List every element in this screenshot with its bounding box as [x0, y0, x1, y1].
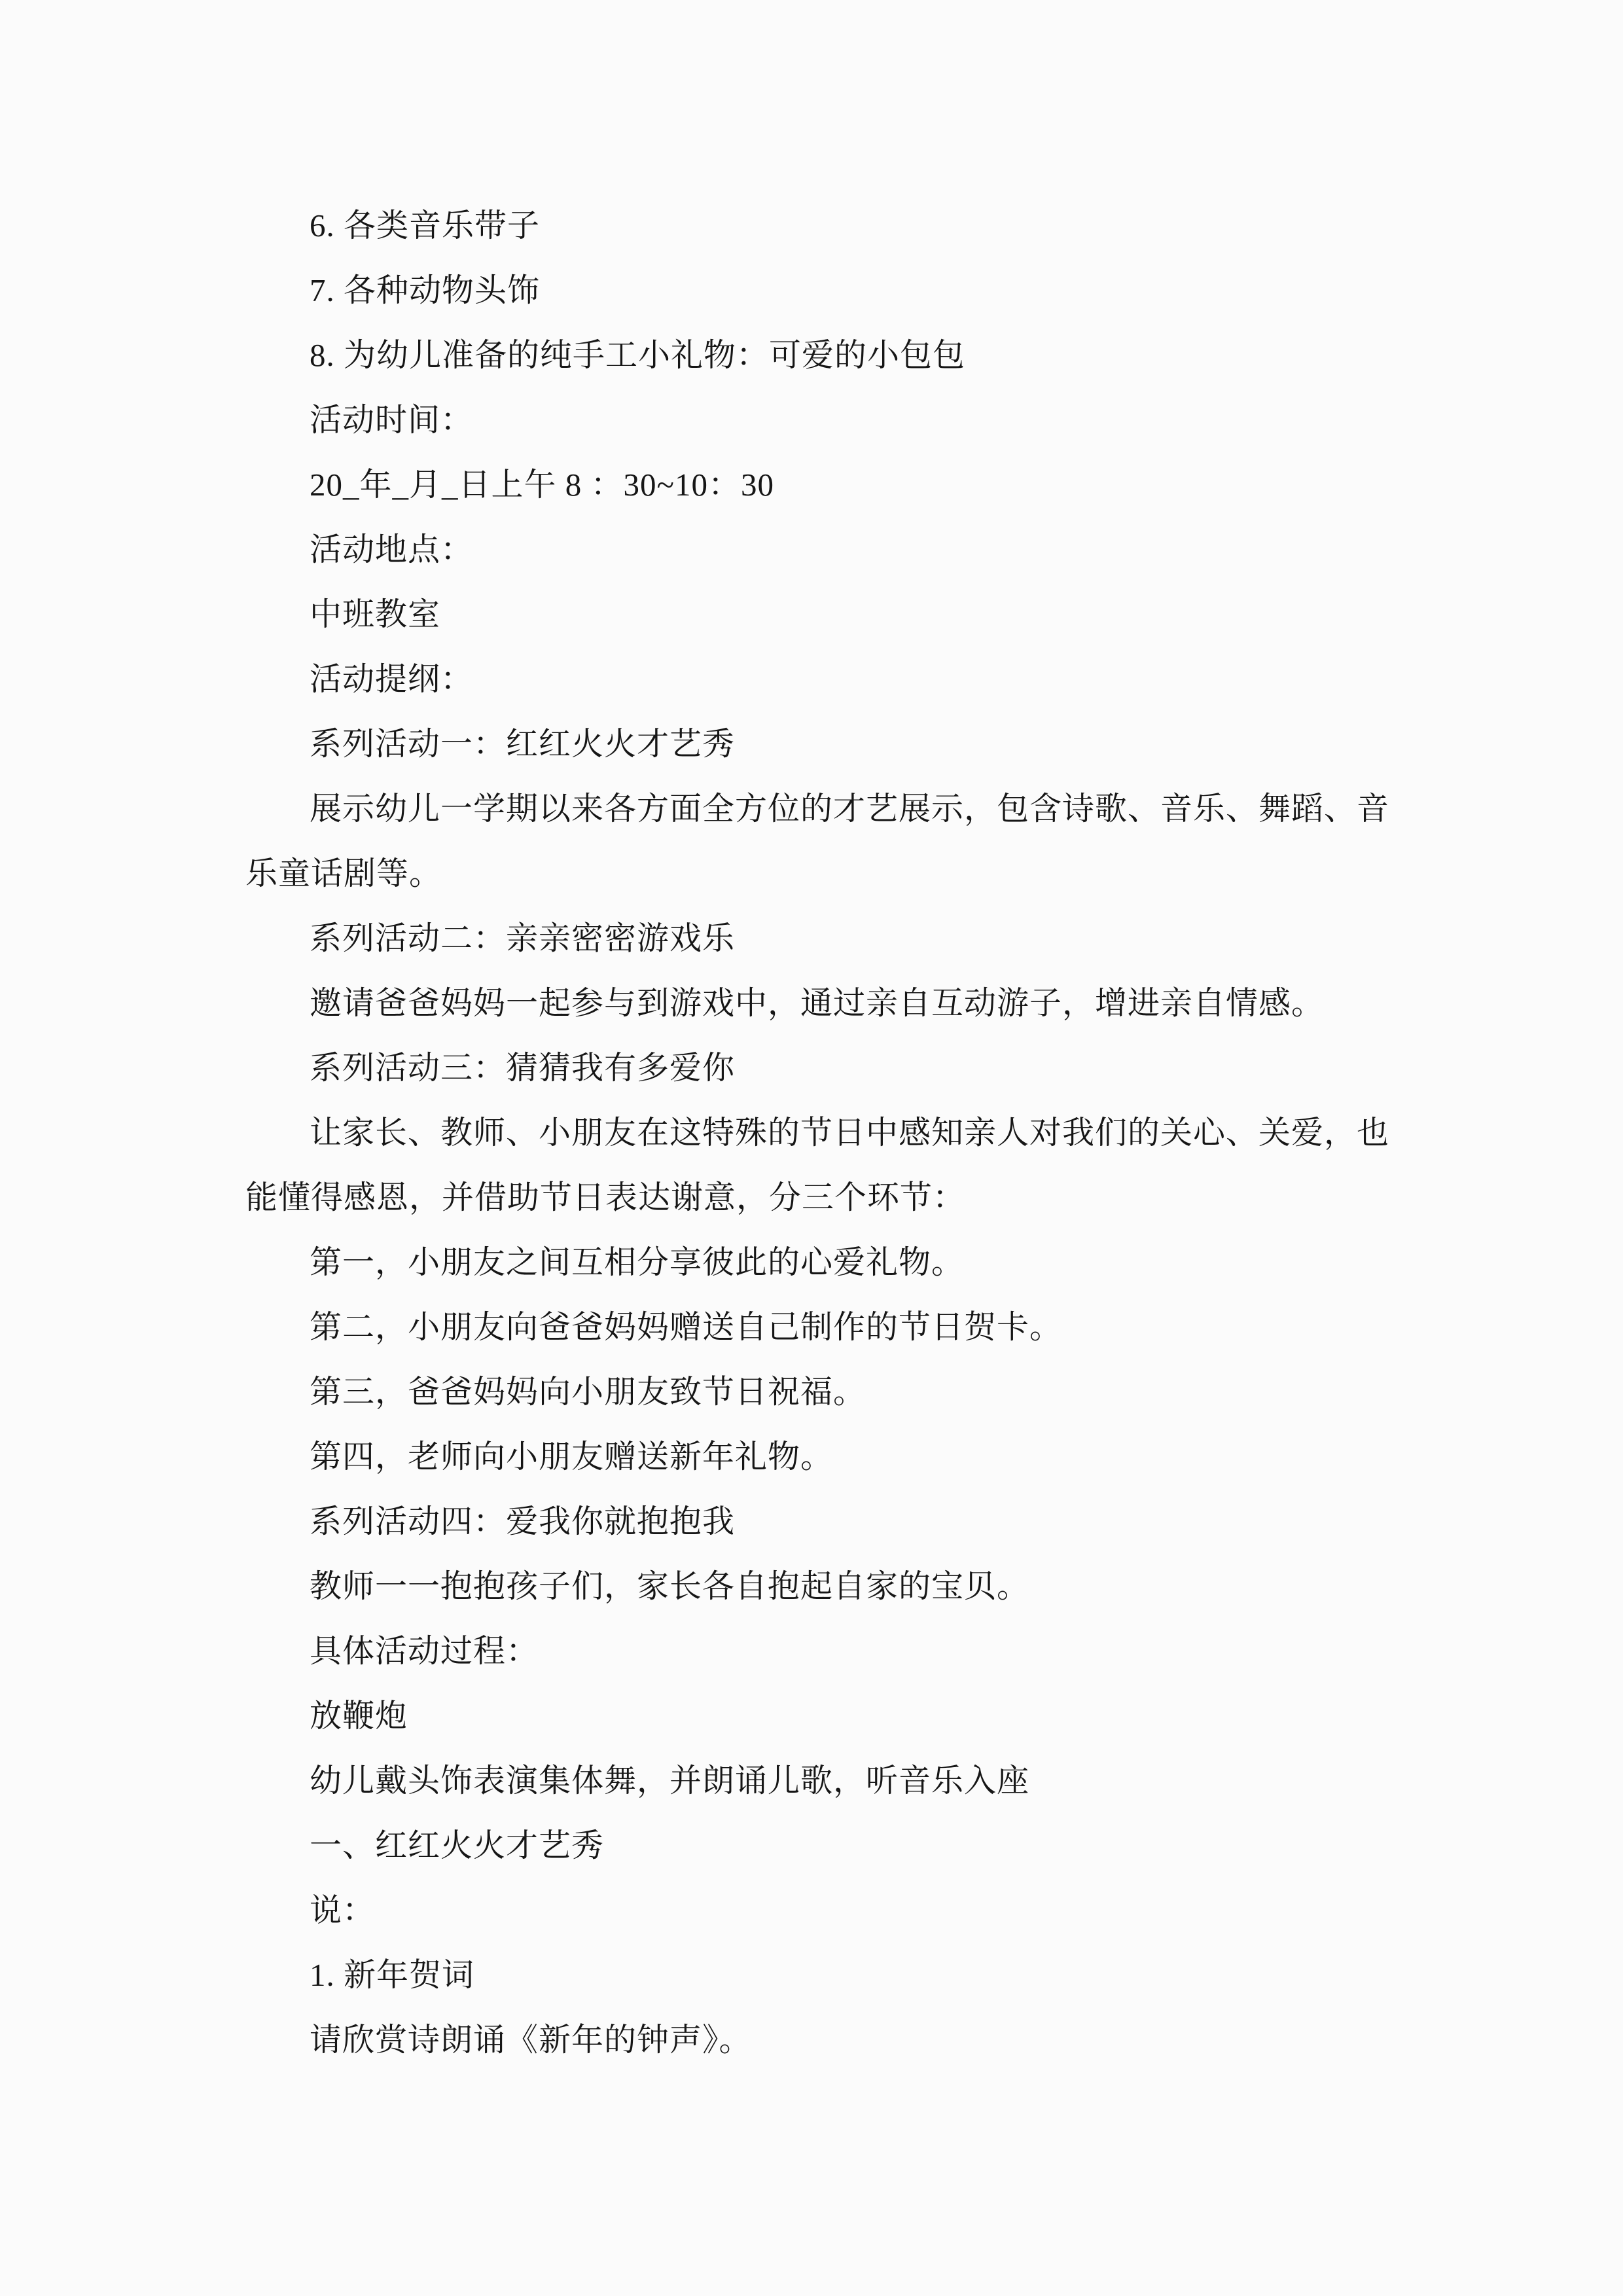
text-line: 幼儿戴头饰表演集体舞，并朗诵儿歌，听音乐入座 [310, 1763, 1030, 1799]
text-line: 1. 新年贺词 [310, 1957, 475, 1993]
text-line: 活动地点： [310, 531, 474, 567]
text-line: 让家长、教师、小朋友在这特殊的节日中感知亲人对我们的关心、关爱，也 [310, 1115, 1390, 1151]
text-line: 说： [310, 1892, 376, 1928]
text-line: 活动时间： [310, 402, 474, 438]
text-line: 放鞭炮 [310, 1698, 408, 1734]
document-text-block [245, 193, 1420, 2072]
text-line: 中班教室 [310, 596, 441, 632]
text-line: 第二，小朋友向爸爸妈妈赠送自己制作的节日贺卡。 [310, 1309, 1063, 1345]
text-line: 展示幼儿一学期以来各方面全方位的才艺展示，包含诗歌、音乐、舞蹈、音 [310, 791, 1390, 827]
text-line: 邀请爸爸妈妈一起参与到游戏中，通过亲自互动游子，增进亲自情感。 [310, 985, 1325, 1021]
text-line: 乐童话剧等。 [245, 855, 442, 891]
text-line: 系列活动二：亲亲密密游戏乐 [310, 920, 736, 956]
text-line: 能懂得感恩，并借助节日表达谢意，分三个环节： [245, 1179, 966, 1215]
text-line: 系列活动四：爱我你就抱抱我 [310, 1503, 736, 1539]
text-line: 7. 各种动物头饰 [310, 272, 541, 308]
text-line: 第四，老师向小朋友赠送新年礼物。 [310, 1439, 834, 1475]
text-line: 系列活动一：红红火火才艺秀 [310, 726, 736, 762]
text-line: 具体活动过程： [310, 1633, 539, 1669]
text-line: 第一，小朋友之间互相分享彼此的心爱礼物。 [310, 1244, 965, 1280]
text-line: 教师一一抱抱孩子们，家长各自抱起自家的宝贝。 [310, 1568, 1030, 1604]
text-line: 第三，爸爸妈妈向小朋友致节日祝福。 [310, 1374, 866, 1410]
text-line: 系列活动三：猜猜我有多爱你 [310, 1050, 736, 1086]
text-line: 一、红红火火才艺秀 [310, 1827, 605, 1863]
text-line: 8. 为幼儿准备的纯手工小礼物：可爱的小包包 [310, 337, 966, 373]
text-line: 20_年_月_日上午 8 ：30~10：30 [310, 467, 775, 503]
text-line: 6. 各类音乐带子 [310, 207, 541, 243]
text-line: 请欣赏诗朗诵《新年的钟声》。 [310, 2022, 752, 2058]
text-line: 活动提纲： [310, 661, 474, 697]
